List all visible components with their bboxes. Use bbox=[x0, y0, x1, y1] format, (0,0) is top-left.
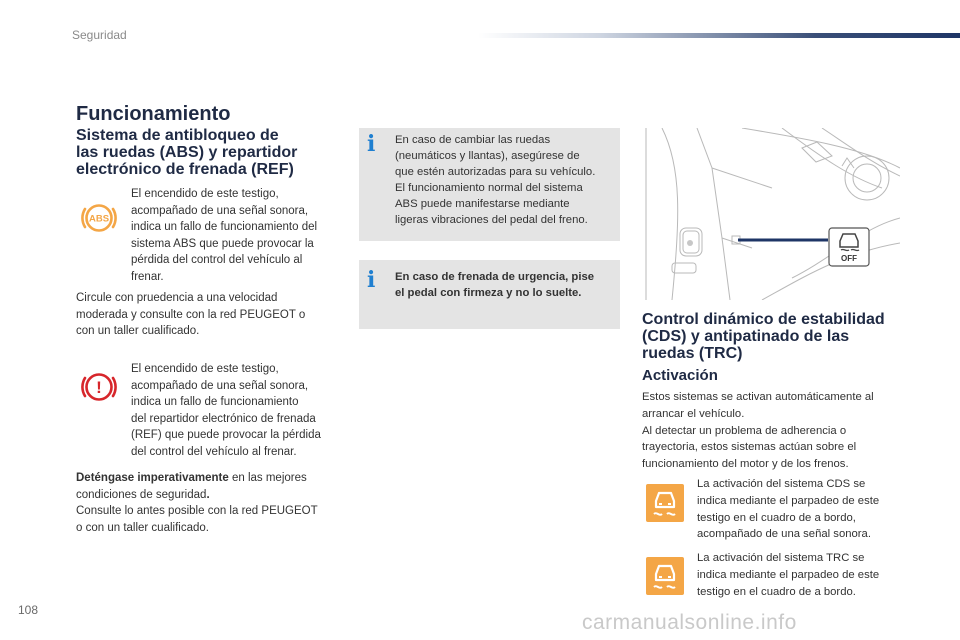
text-line: pérdida del control del vehículo al bbox=[131, 254, 303, 267]
text-line: sistema ABS que puede provocar la bbox=[131, 237, 314, 250]
text-line: con un taller cualificado. bbox=[76, 325, 200, 338]
info-box-wheels bbox=[359, 128, 620, 241]
brake-alert-icon bbox=[79, 367, 119, 407]
abs-icon-label: ABS bbox=[88, 213, 110, 225]
trc-activation-text bbox=[697, 550, 879, 600]
text-line: indica mediante el parpadeo de este bbox=[697, 568, 880, 581]
abs-warning-text bbox=[131, 186, 317, 286]
text-line: del repartidor electrónico de frenada bbox=[131, 412, 316, 425]
text-line: testigo en el cuadro de a bordo, bbox=[697, 511, 856, 524]
text-line: arrancar el vehículo. bbox=[642, 407, 745, 420]
text-line: Estos sistemas se activan automáticamente al bbox=[642, 391, 874, 403]
text-line: indica mediante el parpadeo de este bbox=[697, 494, 880, 507]
text-line: acompañado de una señal sonora, bbox=[131, 379, 309, 392]
abs-ref-title-line: electrónico de frenada (REF) bbox=[76, 161, 294, 178]
text-line: En caso de cambiar las ruedas bbox=[395, 134, 551, 146]
off-label: OFF bbox=[841, 254, 857, 263]
cds-title-line: Control dinámico de estabilidad bbox=[642, 311, 885, 328]
activation-text bbox=[642, 389, 874, 473]
abs-ref-title-line: Sistema de antibloqueo de bbox=[76, 127, 279, 144]
cds-title-line: (CDS) y antipatinado de las bbox=[642, 328, 850, 345]
text-line: El encendido de este testigo, bbox=[131, 363, 279, 375]
abs-ref-title bbox=[76, 127, 297, 178]
text-line: acompañado de una señal sonora. bbox=[697, 528, 871, 541]
cds-title-line: ruedas (TRC) bbox=[642, 345, 743, 362]
stop-advice-text bbox=[76, 470, 318, 536]
page-number: 108 bbox=[18, 603, 39, 617]
text-line: indica un fallo de funcionamiento del bbox=[131, 221, 318, 234]
info-icon: i bbox=[367, 267, 376, 293]
cds-skid-icon bbox=[646, 484, 684, 522]
text-line: acompañado de una señal sonora, bbox=[131, 204, 309, 217]
text-line: ABS puede manifestarse mediante bbox=[395, 198, 570, 210]
text-line: El funcionamiento normal del sistema bbox=[395, 182, 583, 194]
dashboard-illustration bbox=[642, 128, 900, 300]
info-emergency-text bbox=[395, 269, 594, 301]
text-line: Al detectar un problema de adherencia o bbox=[642, 424, 847, 437]
stop-emphasis: Deténgase imperativamente bbox=[76, 472, 229, 484]
text-line: testigo en el cuadro de a bordo. bbox=[697, 585, 856, 598]
abs-ref-title-line: las ruedas (ABS) y repartidor bbox=[76, 144, 298, 161]
text-line: el pedal con firmeza y no lo suelte. bbox=[395, 287, 582, 299]
watermark: carmanualsonline.info bbox=[582, 611, 797, 634]
text-line bbox=[76, 487, 318, 504]
ref-icon-label: ! bbox=[96, 378, 102, 397]
text-line: La activación del sistema TRC se bbox=[697, 552, 865, 564]
text-span: en las mejores bbox=[228, 472, 307, 484]
text-line: (neumáticos y llantas), asegúrese de bbox=[395, 150, 580, 162]
info-wheels-text bbox=[395, 132, 595, 228]
ref-warning-text bbox=[131, 361, 321, 461]
info-box-emergency bbox=[359, 260, 620, 329]
text-line: del control del vehículo al frenar. bbox=[131, 445, 297, 458]
section-header: Seguridad bbox=[72, 28, 127, 42]
text-line: La activación del sistema CDS se bbox=[697, 478, 866, 490]
text-line: o con un taller cualificado. bbox=[76, 521, 209, 534]
text-span: condiciones de seguridad bbox=[76, 488, 207, 501]
text-line: funcionamiento del motor y de los frenos. bbox=[642, 458, 849, 471]
abs-warning-icon bbox=[79, 198, 119, 238]
abs-advice-text bbox=[76, 290, 305, 340]
text-line: frenar. bbox=[131, 270, 164, 283]
text-line: Circule con pruedencia a una velocidad bbox=[76, 292, 278, 304]
text-line: indica un fallo de funcionamiento bbox=[131, 396, 299, 409]
text-span: . bbox=[206, 488, 210, 501]
cds-title bbox=[642, 311, 885, 362]
info-icon: i bbox=[367, 131, 376, 157]
text-line: El encendido de este testigo, bbox=[131, 188, 279, 200]
text-line: (REF) que puede provocar la pérdida bbox=[131, 429, 321, 442]
trc-skid-icon bbox=[646, 557, 684, 595]
text-line: moderada y consulte con la red PEUGEOT o bbox=[76, 308, 306, 321]
text-line bbox=[76, 470, 318, 487]
page-title: Funcionamiento bbox=[76, 103, 231, 125]
activation-title: Activación bbox=[642, 367, 718, 384]
cds-activation-text bbox=[697, 476, 879, 543]
header-bar bbox=[478, 33, 960, 38]
text-line: Consulte lo antes posible con la red PEUGEOT bbox=[76, 505, 318, 518]
text-line: ligeras vibraciones del pedal del freno. bbox=[395, 214, 588, 226]
text-line: que estén autorizadas para su vehículo. bbox=[395, 166, 596, 178]
text-line: trayectoria, estos sistemas actúan sobre el bbox=[642, 441, 857, 454]
text-line: En caso de frenada de urgencia, pise bbox=[395, 271, 595, 283]
